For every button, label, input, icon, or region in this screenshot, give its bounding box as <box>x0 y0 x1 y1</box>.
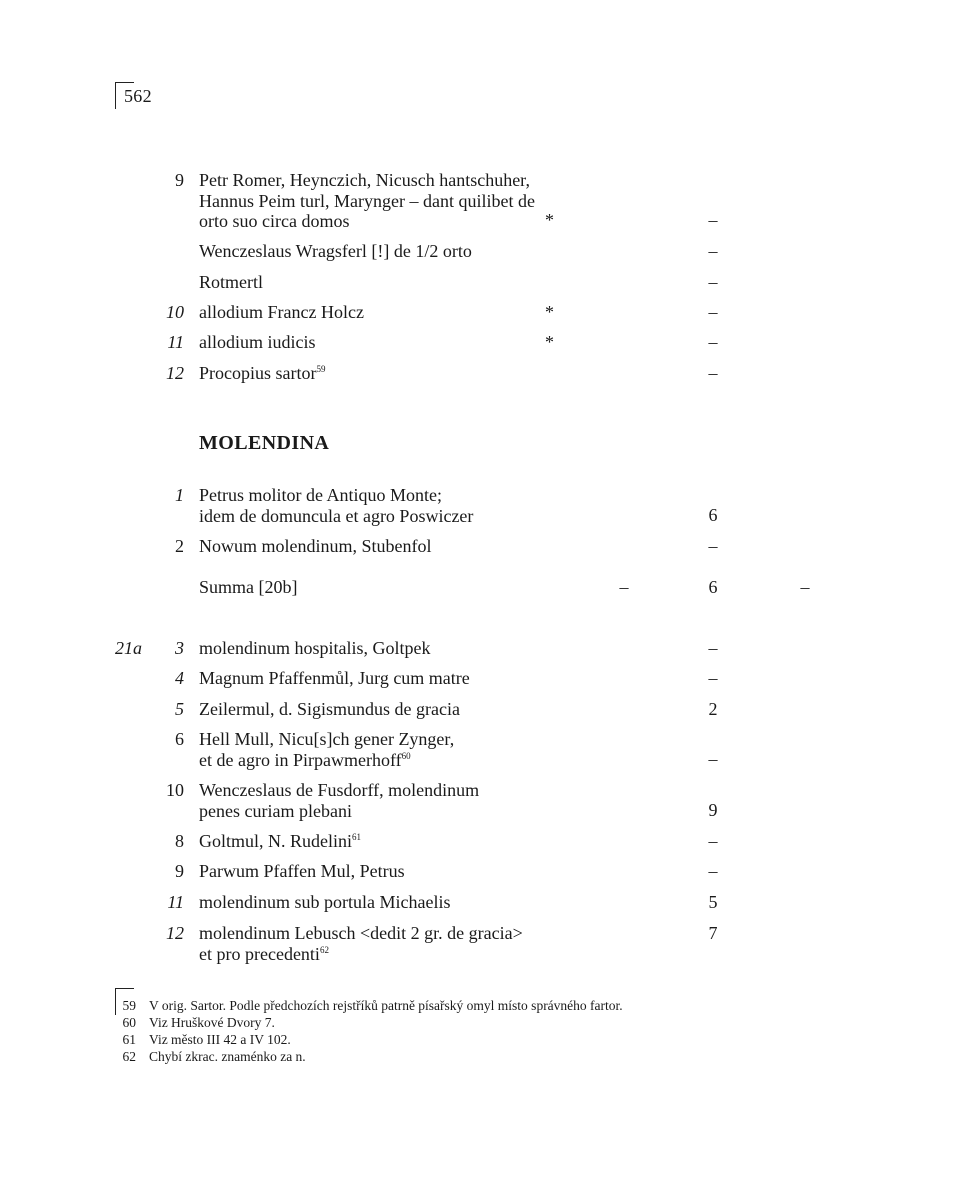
entry-text-content: Petrus molitor de Antiquo Monte; idem de domuncula et agro Poswiczer <box>199 485 474 526</box>
entry-text-content: molendinum sub portula Michaelis <box>199 892 451 912</box>
value-column-3: – <box>708 332 718 352</box>
entry-number: 6 <box>175 729 184 749</box>
entry-number: 1 <box>175 485 184 505</box>
value-column-3: 5 <box>708 892 718 912</box>
entry-text-content: Procopius sartor <box>199 363 317 383</box>
value-column-3: – <box>708 536 718 556</box>
entry-text <box>199 332 619 353</box>
entry-text <box>199 638 619 659</box>
entry-text-content: molendinum hospitalis, Goltpek <box>199 638 431 658</box>
value-column-3: – <box>708 861 718 881</box>
entry-text-content: Petr Romer, Heynczich, Nicusch hantschuher, Hannus Peim turl, Marynger – dant quilibet de orto suo circa domos <box>199 170 535 231</box>
value-column-3: – <box>708 210 718 230</box>
asterisk-mark: * <box>545 210 554 230</box>
entry-number: 11 <box>167 332 184 352</box>
entry-text <box>199 780 619 821</box>
entry-number: 3 <box>175 638 184 658</box>
footnote-text: Viz Hruškové Dvory 7. <box>149 1015 275 1030</box>
entry-number: 4 <box>175 668 184 688</box>
footnote-number: 60 <box>122 1015 136 1030</box>
entry-text-content: Parwum Pfaffen Mul, Petrus <box>199 861 405 881</box>
value-column-2: – <box>619 577 629 597</box>
entry-text <box>199 302 619 323</box>
entry-text-content: allodium Francz Holcz <box>199 302 364 322</box>
value-column-3: – <box>708 272 718 292</box>
entry-text <box>199 892 619 913</box>
value-column-3: 6 <box>708 577 718 597</box>
entry-text-content: Magnum Pfaffenmůl, Jurg cum matre <box>199 668 470 688</box>
entry-number: 10 <box>166 302 184 322</box>
entry-text <box>199 241 619 262</box>
entry-text-content: Hell Mull, Nicu[s]ch gener Zynger, et de agro in Pirpawmerhoff <box>199 729 455 770</box>
footnote-number: 61 <box>122 1032 136 1047</box>
value-column-3: 6 <box>708 505 718 525</box>
asterisk-mark: * <box>545 332 554 352</box>
entry-text-content: Summa [20b] <box>199 577 298 597</box>
footnote-reference: 59 <box>316 364 326 374</box>
page-number: 562 <box>124 86 152 106</box>
entry-text-content: Wenczeslaus Wragsferl [!] de 1/2 orto <box>199 241 472 261</box>
footnote-reference: 62 <box>319 944 329 955</box>
asterisk-mark: * <box>545 302 554 322</box>
value-column-4: – <box>800 577 810 597</box>
footnote-number: 59 <box>122 998 136 1013</box>
value-column-3: – <box>708 241 718 261</box>
entry-number: 10 <box>166 780 184 800</box>
entry-text-content: allodium iudicis <box>199 332 316 352</box>
value-column-3: – <box>708 363 718 383</box>
entry-number: 12 <box>166 923 184 943</box>
entry-text <box>199 729 619 770</box>
value-column-3: – <box>708 302 718 322</box>
footnote-reference: 60 <box>401 750 411 761</box>
entry-text <box>199 363 619 384</box>
entry-number: 9 <box>175 170 184 190</box>
value-column-3: – <box>708 668 718 688</box>
entry-text-content: Goltmul, N. Rudelini <box>199 831 352 851</box>
value-column-3: – <box>708 638 718 658</box>
entry-text-content: Wenczeslaus de Fusdorff, molendinum penes curiam plebani <box>199 780 480 821</box>
entry-text <box>199 577 619 598</box>
entry-text <box>199 170 619 232</box>
value-column-3: 7 <box>708 923 718 943</box>
value-column-3: 9 <box>708 800 718 820</box>
value-column-3: 2 <box>708 699 718 719</box>
entry-text-content: molendinum Lebusch <dedit 2 gr. de gracia> et pro precedenti <box>199 923 523 964</box>
entry-number: 5 <box>175 699 184 719</box>
entry-text <box>199 668 619 689</box>
footnote-text: V orig. Sartor. Podle předchozích rejstříků patrně písařský omyl místo správného fartor. <box>149 998 623 1013</box>
entry-text <box>199 485 619 526</box>
margin-folio: 21a <box>115 638 142 658</box>
entry-text-content: Nowum molendinum, Stubenfol <box>199 536 432 556</box>
entry-text <box>199 861 619 882</box>
entry-number: 9 <box>175 861 184 881</box>
entry-text <box>199 536 619 557</box>
footnote-text: Viz město III 42 a IV 102. <box>149 1032 291 1047</box>
entry-text <box>199 699 619 720</box>
entry-text <box>199 831 619 852</box>
entry-number: 2 <box>175 536 184 556</box>
entry-text-content: Zeilermul, d. Sigismundus de gracia <box>199 699 460 719</box>
value-column-3: – <box>708 831 718 851</box>
footnote-text: Chybí zkrac. znaménko za n. <box>149 1049 306 1064</box>
entry-text <box>199 923 619 964</box>
entry-text-content: Rotmertl <box>199 272 263 292</box>
entry-text <box>199 272 619 293</box>
section-heading: MOLENDINA <box>199 432 330 454</box>
entry-number: 12 <box>166 363 184 383</box>
value-column-3: – <box>708 749 718 769</box>
entry-number: 8 <box>175 831 184 851</box>
entry-number: 11 <box>167 892 184 912</box>
footnote-reference: 61 <box>352 832 361 842</box>
footnote-number: 62 <box>122 1049 136 1064</box>
